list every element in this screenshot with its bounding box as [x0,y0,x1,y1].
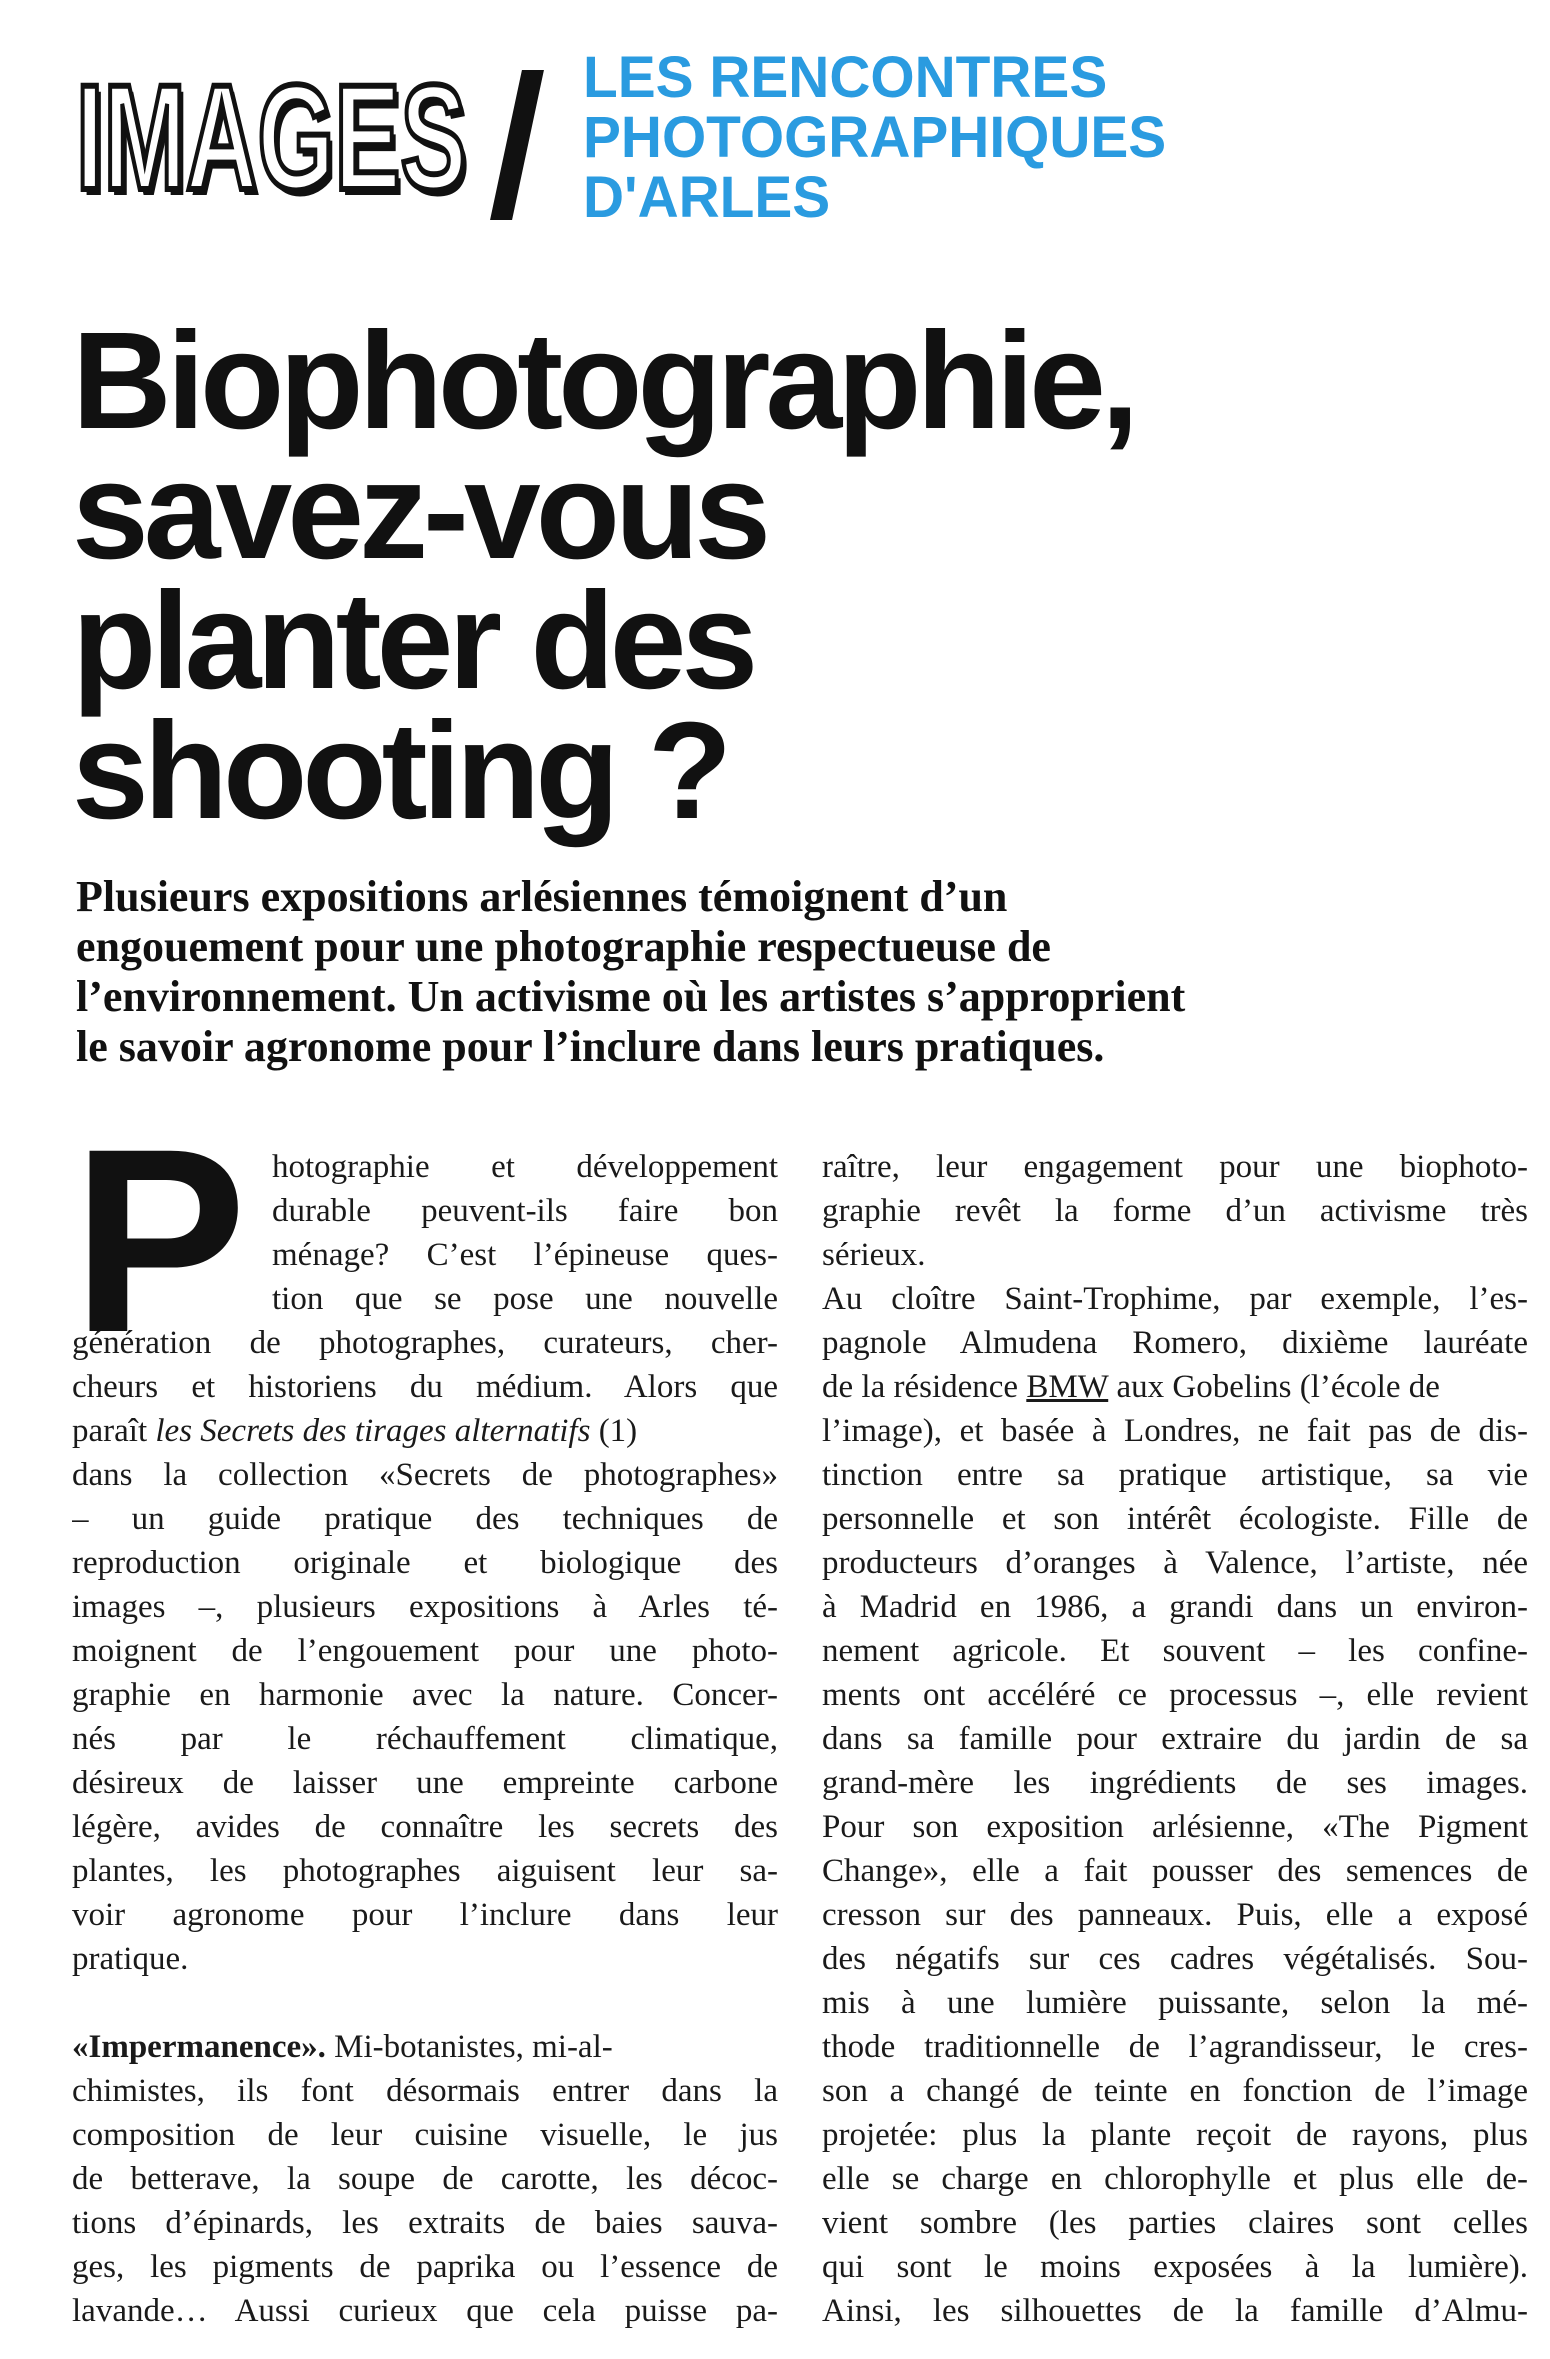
body-line: personnelle et son intérêt écologiste. Fille de [822,1501,1528,1537]
body-line: cheurs et historiens du médium. Alors que [72,1369,778,1405]
standfirst-line: engouement pour une photographie respectueuse de [76,922,1051,971]
body-line: tinction entre sa pratique artistique, sa vie [822,1457,1528,1493]
headline-line: planter des [72,564,754,718]
section-label: IMAGES [76,53,467,221]
body-column-left [72,1094,778,2333]
body-line: ges, les pigments de paprika ou l’essence de [72,2249,778,2285]
standfirst-line: le savoir agronome pour l’inclure dans leurs pratiques. [76,1022,1105,1071]
body-line: cresson sur des panneaux. Puis, elle a exposé [822,1897,1528,1933]
intertitle-line: «Impermanence». Mi-botanistes, mi-al- [72,2029,613,2065]
body-line: ments ont accéléré ce processus –, elle revient [822,1677,1528,1713]
body-line: producteurs d’oranges à Valence, l’artiste, née [822,1545,1528,1581]
body-line: chimistes, ils font désormais entrer dans la [72,2073,778,2109]
body-line: désireux de laisser une empreinte carbone [72,1765,778,1801]
body-line: de betterave, la soupe de carotte, les décoc- [72,2161,778,2197]
headline-line: Biophotographie, [72,304,1135,458]
paragraph-gap [72,1981,778,2025]
headline-line: savez-vous [72,434,767,588]
article-standfirst [76,872,1496,1072]
body-line: – un guide pratique des techniques de [72,1501,778,1537]
standfirst-line: l’environnement. Un activisme où les artistes s’approprient [76,972,1186,1021]
article-headline [72,304,1512,848]
section-slash-divider [490,70,544,220]
body-line: Pour son exposition arlésienne, «The Pigment [822,1809,1528,1845]
book-title: les Secrets des tirages alternatifs [155,1413,591,1449]
body-line: nés par le réchauffement climatique, [72,1721,778,1757]
body-line-with-book-title: paraît les Secrets des tirages alternatifs (1) [72,1413,638,1449]
intertitle: «Impermanence». [72,2029,326,2065]
body-line: grand-mère les ingrédients de ses images. [822,1765,1528,1801]
body-line: graphie revêt la forme d’un activisme très [822,1193,1528,1229]
body-line: mis à une lumière puissante, selon la mé- [822,1985,1528,2021]
bmw-link[interactable]: BMW [1026,1369,1109,1405]
body-line: légère, avides de connaître les secrets des [72,1809,778,1845]
body-line: l’image), et basée à Londres, ne fait pas de dis- [822,1413,1528,1449]
body-line: lavande… Aussi curieux que cela puisse pa- [72,2293,778,2329]
body-line: plantes, les photographes aiguisent leur sa- [72,1853,778,1889]
body-line: pratique. [72,1941,189,1977]
body-line: Ainsi, les silhouettes de la famille d’Almu- [822,2293,1528,2329]
body-line: dans la collection «Secrets de photographes» [72,1457,778,1493]
body-line: à Madrid en 1986, a grandi dans un environ- [822,1589,1528,1625]
body-line: durable peuvent-ils faire bon [272,1193,778,1229]
standfirst-line: Plusieurs expositions arlésiennes témoignent d’un [76,872,1008,921]
body-line: Change», elle a fait pousser des semences de [822,1853,1528,1889]
section-rubric [76,45,1476,248]
headline-line: shooting ? [72,694,728,848]
body-column-right [822,1145,1528,2333]
drop-cap: P [72,1094,241,1387]
body-line: nement agricole. Et souvent – les confine- [822,1633,1528,1669]
body-line: raître, leur engagement pour une biophoto- [822,1149,1528,1185]
body-line: Au cloître Saint-Trophime, par exemple, l’es- [822,1281,1528,1317]
body-line: hotographie et développement [272,1149,778,1185]
body-line: son a changé de teinte en fonction de l’image [822,2073,1528,2109]
body-line-with-link: de la résidence BMW aux Gobelins (l’école de [822,1369,1440,1405]
body-line: reproduction originale et biologique des [72,1545,778,1581]
body-line: qui sont le moins exposées à la lumière). [822,2249,1528,2285]
body-line: voir agronome pour l’inclure dans leur [72,1897,778,1933]
body-line: graphie en harmonie avec la nature. Concer- [72,1677,778,1713]
body-line: images –, plusieurs expositions à Arles té- [72,1589,778,1625]
body-line: vient sombre (les parties claires sont celles [822,2205,1528,2241]
body-line: composition de leur cuisine visuelle, le jus [72,2117,778,2153]
body-line: génération de photographes, curateurs, cher- [72,1325,778,1361]
body-line: sérieux. [822,1237,926,1273]
section-subtitle: LES RENCONTRES PHOTOGRAPHIQUES D'ARLES [583,45,1167,230]
body-line: des négatifs sur ces cadres végétalisés. Sou- [822,1941,1528,1977]
body-line: tions d’épinards, les extraits de baies sauva- [72,2205,778,2241]
body-line: dans sa famille pour extraire du jardin de sa [822,1721,1528,1757]
body-line: ménage? C’est l’épineuse ques- [272,1237,778,1273]
body-line: projetée: plus la plante reçoit de rayons, plus [822,2117,1528,2153]
body-line: tion que se pose une nouvelle [272,1281,778,1317]
body-line: elle se charge en chlorophylle et plus elle de- [822,2161,1528,2197]
body-line: moignent de l’engouement pour une photo- [72,1633,778,1669]
body-line: pagnole Almudena Romero, dixième lauréate [822,1325,1528,1361]
body-line: thode traditionnelle de l’agrandisseur, le cres- [822,2029,1528,2065]
